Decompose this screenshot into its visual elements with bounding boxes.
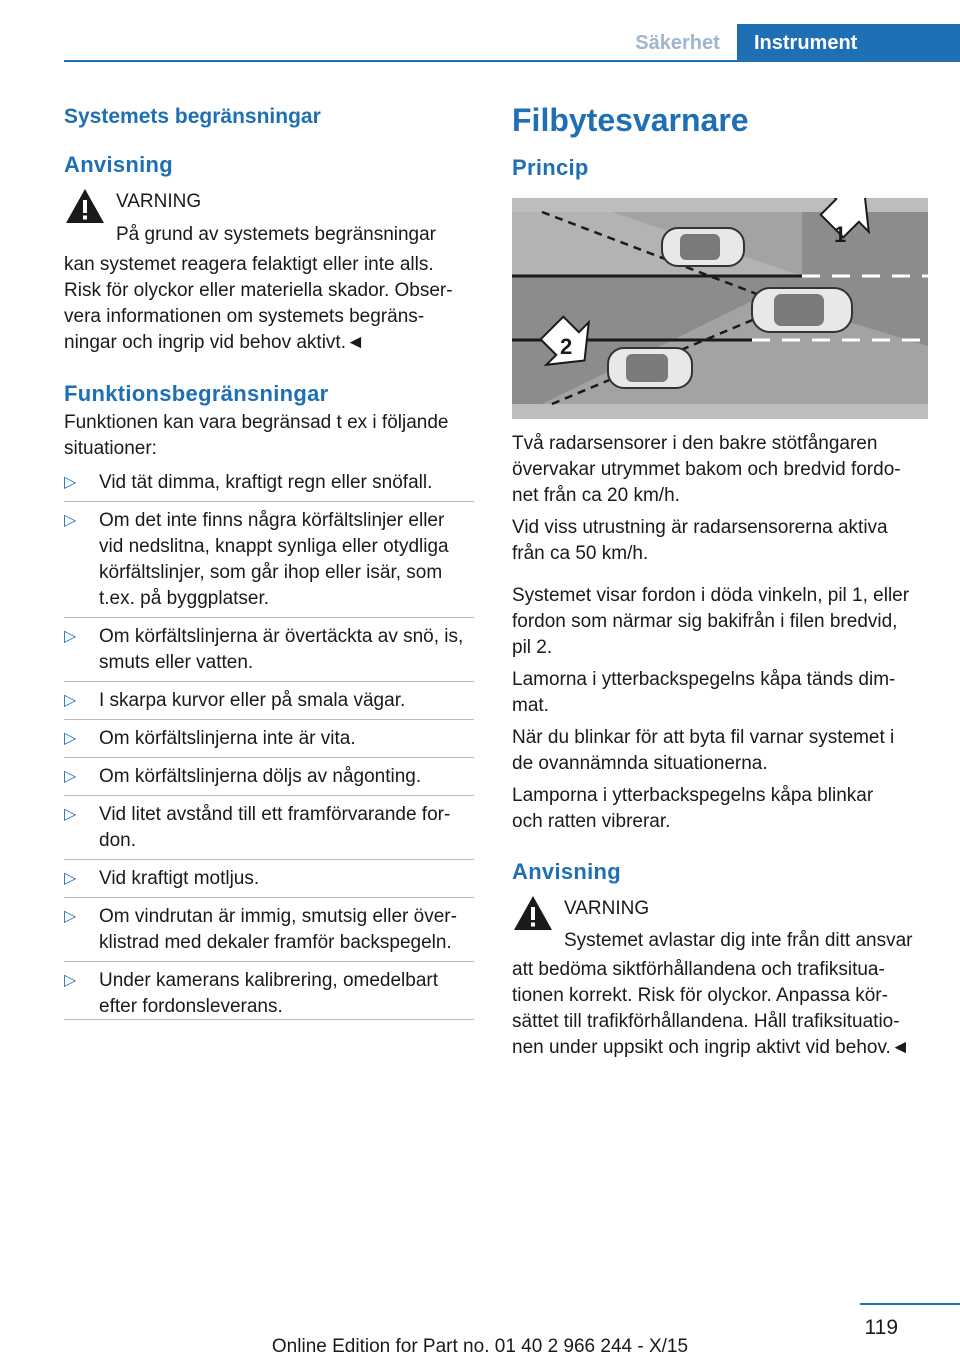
body-text: Två radarsensorer i den bakre stötfångaren: [512, 433, 878, 454]
body-text: pil 2.: [512, 637, 553, 658]
bullet-triangle-icon: ▷: [64, 806, 77, 823]
list-item: ▷ Om körfältslinjerna är övertäckta av snö, is, smuts eller vatten.: [64, 618, 474, 682]
page-title: Filbytesvarnare: [512, 102, 749, 138]
warning-line: kan systemet reagera felaktigt eller inte alls.: [64, 254, 434, 275]
body-text: övervakar utrymmet bakom och bredvid fordo-: [512, 459, 901, 480]
body-text: fordon som närmar sig bakifrån i filen bredvid,: [512, 611, 898, 632]
warning-line: vera informationen om systemets begräns-: [64, 306, 425, 327]
left-column: [64, 100, 474, 1020]
anvisning-heading: Anvisning: [64, 152, 174, 177]
bullet-triangle-icon: ▷: [64, 870, 77, 887]
arrow-1-label: 1: [834, 222, 847, 247]
warning-line: nen under uppsikt och ingrip aktivt vid behov.◄: [512, 1037, 910, 1058]
edition-footer: Online Edition for Part no. 01 40 2 966 244 - X/15: [271, 1336, 689, 1357]
bullet-triangle-icon: ▷: [64, 512, 77, 529]
list-item: ▷ Vid kraftigt motljus.: [64, 860, 474, 898]
warning-line: På grund av systemets begränsningar: [116, 224, 437, 245]
list-item: ▷ Vid litet avstånd till ett framförvarande for- don.: [64, 796, 474, 860]
list-item: ▷ Om det inte finns några körfältslinjer eller vid nedslitna, knappt synliga eller otydliga körfältslinjer, som går ihop eller isär, som t.ex. på byggplatser.: [64, 502, 474, 618]
warning-line: att bedöma siktförhållandena och trafiksitua-: [512, 959, 885, 980]
warning-line: ningar och ingrip vid behov aktivt.◄: [64, 332, 365, 353]
footer-rule: [860, 1303, 960, 1305]
anvisning-heading-right: Anvisning: [512, 859, 622, 884]
warning-triangle-icon: [512, 893, 554, 933]
list-item: ▷ Vid tät dimma, kraftigt regn eller snöfall.: [64, 470, 474, 502]
warning-block: [64, 186, 474, 356]
body-text: och ratten vibrerar.: [512, 811, 671, 832]
arrow-2-label: 2: [560, 334, 573, 359]
bullet-triangle-icon: ▷: [64, 692, 77, 709]
list-item: ▷ Om körfältslinjerna döljs av någonting.: [64, 758, 474, 796]
warning-line: Risk för olyckor eller materiella skador. Obser-: [64, 280, 453, 301]
right-column: [512, 100, 930, 1061]
list-item: ▷ Om vindrutan är immig, smutsig eller över- klistrad med dekaler framför backspegeln.: [64, 898, 474, 962]
list-item: ▷ Under kamerans kalibrering, omedelbart efter fordonsleverans.: [64, 962, 474, 1020]
body-text: från ca 50 km/h.: [512, 543, 649, 564]
body-text: Lamorna i ytterbackspegelns kåpa tänds dim-: [512, 669, 896, 690]
body-text: När du blinkar för att byta fil varnar systemet i: [512, 727, 895, 748]
car-own: [752, 288, 852, 332]
warning-line: sättet till trafikförhållandena. Håll trafiksituatio-: [512, 1011, 900, 1032]
bullet-triangle-icon: ▷: [64, 730, 77, 747]
princip-heading: Princip: [512, 155, 589, 180]
funktion-heading: Funktionsbegränsningar: [64, 381, 329, 406]
car-approaching: [608, 348, 692, 388]
warning-label: VARNING: [116, 191, 202, 212]
list-item: ▷ I skarpa kurvor eller på smala vägar.: [64, 682, 474, 720]
bullet-triangle-icon: ▷: [64, 768, 77, 785]
warning-block-right: [512, 893, 930, 1061]
bullet-triangle-icon: ▷: [64, 908, 77, 925]
body-text: mat.: [512, 695, 549, 716]
warning-line: Systemet avlastar dig inte från ditt ansvar: [564, 930, 913, 951]
intro-line: situationer:: [64, 438, 157, 459]
warning-line: tionen korrekt. Risk för olyckor. Anpassa kör-: [512, 985, 888, 1006]
limitations-list: [64, 470, 474, 1020]
body-text: Systemet visar fordon i döda vinkeln, pil 1, eller: [512, 585, 910, 606]
section-title: Systemets begränsningar: [64, 105, 321, 128]
bullet-triangle-icon: ▷: [64, 474, 77, 491]
tab-instrument[interactable]: Instrument: [737, 24, 960, 62]
car-blind-spot: [662, 228, 744, 266]
header-rule: [64, 60, 960, 62]
body-text: net från ca 20 km/h.: [512, 485, 680, 506]
warning-label: VARNING: [564, 898, 650, 919]
warning-triangle-icon: [64, 186, 106, 226]
body-text: de ovannämnda situationerna.: [512, 753, 768, 774]
body-text: Lamporna i ytterbackspegelns kåpa blinkar: [512, 785, 874, 806]
intro-line: Funktionen kan vara begränsad t ex i följande: [64, 412, 449, 433]
list-item: ▷ Om körfältslinjerna inte är vita.: [64, 720, 474, 758]
bullet-triangle-icon: ▷: [64, 628, 77, 645]
tab-sakerhet[interactable]: Säkerhet: [635, 31, 720, 54]
bullet-triangle-icon: ▷: [64, 972, 77, 989]
lane-change-diagram: [512, 198, 928, 419]
page-number: 119: [864, 1316, 898, 1339]
body-text: Vid viss utrustning är radarsensorerna aktiva: [512, 517, 888, 538]
